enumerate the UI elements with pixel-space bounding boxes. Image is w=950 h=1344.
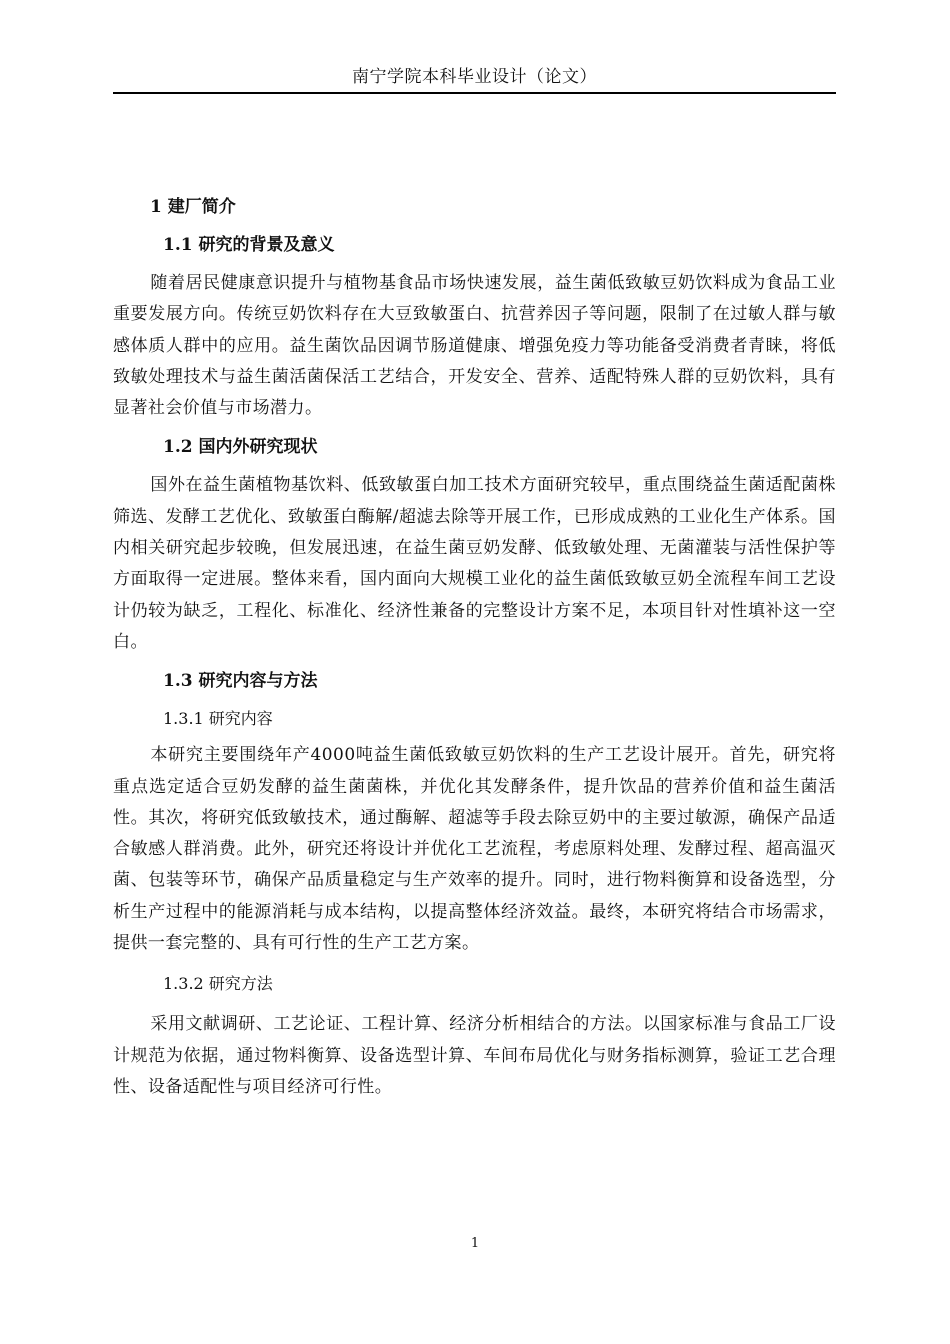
paragraph-research-method: 采用文献调研、工艺论证、工程计算、经济分析相结合的方法。以国家标准与食品工厂设计规范为依据，通过物料衡算、设备选型计算、车间布局优化与财务指标测算，验证工艺合理性、设备适配性与项目经济可行性。 <box>113 1014 836 1097</box>
section-heading-1-3-1: 1.3.1 研究内容 <box>163 709 273 729</box>
section-heading-1-1: 1.1 研究的背景及意义 <box>163 235 335 255</box>
paragraph-background: 随着居民健康意识提升与植物基食品市场快速发展，益生菌低致敏豆奶饮料成为食品工业重要发展方向。传统豆奶饮料存在大豆致敏蛋白、抗营养因子等问题，限制了在过敏人群与敏感体质人群中的应用。益生菌饮品因调节肠道健康、增强免疫力等功能备受消费者青睐，将低致敏处理技术与益生菌活菌保活工艺结合，开发安全、营养、适配特殊人群的豆奶饮料，具有显著社会价值与市场潜力。 <box>113 273 836 419</box>
page-header <box>113 66 836 94</box>
section-heading-1-3: 1.3 研究内容与方法 <box>163 671 318 692</box>
paragraph-research-status: 国外在益生菌植物基饮料、低致敏蛋白加工技术方面研究较早，重点围绕益生菌适配菌株筛选、发酵工艺优化、致敏蛋白酶解/超滤去除等开展工作，已形成成熟的工业化生产体系。国内相关研究起步较晚，但发展迅速，在益生菌豆奶发酵、低致敏处理、无菌灌装与活性保护等方面取得一定进展。整体来看，国内面向大规模工业化的益生菌低致敏豆奶全流程车间工艺设计仍较为缺乏，工程化、标准化、经济性兼备的完整设计方案不足，本项目针对性填补这一空白。 <box>113 475 836 652</box>
paragraph-research-content: 本研究主要围绕年产4000吨益生菌低致敏豆奶饮料的生产工艺设计展开。首先，研究将重点选定适合豆奶发酵的益生菌菌株，并优化其发酵条件，提升饮品的营养价值和益生菌活性。其次，将研究低致敏技术，通过酶解、超滤等手段去除豆奶中的主要过敏源，确保产品适合敏感人群消费。此外，研究还将设计并优化工艺流程，考虑原料处理、发酵过程、超高温灭菌、包装等环节，确保产品质量稳定与生产效率的提升。同时，进行物料衡算和设备选型，分析生产过程中的能源消耗与成本结构，以提高整体经济效益。最终，本研究将结合市场需求，提供一套完整的、具有可行性的生产工艺方案。 <box>113 745 836 954</box>
document-body <box>113 190 836 1103</box>
page-number: 1 <box>470 1236 480 1251</box>
section-heading-1-3-2: 1.3.2 研究方法 <box>163 974 273 994</box>
header-title: 南宁学院本科毕业设计（论文） <box>352 67 597 87</box>
section-heading-1-2: 1.2 国内外研究现状 <box>163 437 318 458</box>
section-heading-1: 1 建厂简介 <box>150 197 236 217</box>
